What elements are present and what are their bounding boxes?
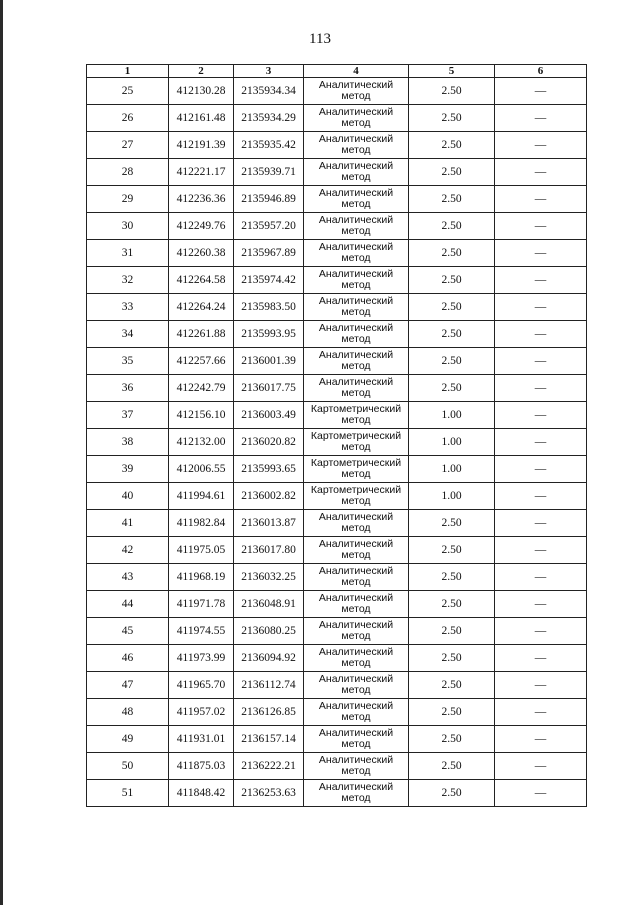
method-cell: Аналитический метод [304,105,409,132]
method-cell: Аналитический метод [304,780,409,807]
accuracy-cell: 2.50 [409,267,495,294]
note-cell: — [495,780,587,807]
table-row [87,159,587,186]
note-cell: — [495,672,587,699]
table-row [87,645,587,672]
method-cell: Аналитический метод [304,645,409,672]
y-coordinate-cell: 2136048.91 [234,591,304,618]
note-cell: — [495,78,587,105]
point-number-cell: 36 [87,375,169,402]
point-number-cell: 28 [87,159,169,186]
note-cell: — [495,483,587,510]
table-row [87,483,587,510]
y-coordinate-cell: 2136112.74 [234,672,304,699]
point-number-cell: 42 [87,537,169,564]
accuracy-cell: 2.50 [409,348,495,375]
accuracy-cell: 2.50 [409,699,495,726]
accuracy-cell: 1.00 [409,429,495,456]
x-coordinate-cell: 411875.03 [169,753,234,780]
x-coordinate-cell: 412264.24 [169,294,234,321]
y-coordinate-cell: 2136080.25 [234,618,304,645]
point-number-cell: 50 [87,753,169,780]
y-coordinate-cell: 2136020.82 [234,429,304,456]
x-coordinate-cell: 412264.58 [169,267,234,294]
y-coordinate-cell: 2136253.63 [234,780,304,807]
table-row [87,132,587,159]
y-coordinate-cell: 2136157.14 [234,726,304,753]
accuracy-cell: 2.50 [409,78,495,105]
accuracy-cell: 1.00 [409,402,495,429]
accuracy-cell: 2.50 [409,672,495,699]
note-cell: — [495,132,587,159]
method-cell: Аналитический метод [304,267,409,294]
accuracy-cell: 2.50 [409,591,495,618]
note-cell: — [495,645,587,672]
point-number-cell: 47 [87,672,169,699]
method-cell: Аналитический метод [304,672,409,699]
accuracy-cell: 2.50 [409,780,495,807]
method-cell: Аналитический метод [304,132,409,159]
point-number-cell: 43 [87,564,169,591]
table-row [87,105,587,132]
table-row [87,510,587,537]
y-coordinate-cell: 2136222.21 [234,753,304,780]
x-coordinate-cell: 411994.61 [169,483,234,510]
table-row [87,672,587,699]
note-cell: — [495,753,587,780]
y-coordinate-cell: 2135967.89 [234,240,304,267]
method-cell: Аналитический метод [304,186,409,213]
accuracy-cell: 2.50 [409,564,495,591]
table-header-row [87,65,587,78]
method-cell: Аналитический метод [304,375,409,402]
method-cell: Аналитический метод [304,726,409,753]
note-cell: — [495,213,587,240]
note-cell: — [495,375,587,402]
note-cell: — [495,294,587,321]
x-coordinate-cell: 411982.84 [169,510,234,537]
x-coordinate-cell: 411968.19 [169,564,234,591]
table-row [87,348,587,375]
point-number-cell: 37 [87,402,169,429]
accuracy-cell: 2.50 [409,753,495,780]
table-row [87,699,587,726]
table-row [87,294,587,321]
table-row [87,240,587,267]
point-number-cell: 26 [87,105,169,132]
point-number-cell: 49 [87,726,169,753]
y-coordinate-cell: 2135939.71 [234,159,304,186]
table-row [87,780,587,807]
note-cell: — [495,105,587,132]
x-coordinate-cell: 412191.39 [169,132,234,159]
table-row [87,375,587,402]
x-coordinate-cell: 411957.02 [169,699,234,726]
y-coordinate-cell: 2136003.49 [234,402,304,429]
y-coordinate-cell: 2136094.92 [234,645,304,672]
y-coordinate-cell: 2136017.75 [234,375,304,402]
table-row [87,321,587,348]
note-cell: — [495,429,587,456]
note-cell: — [495,186,587,213]
accuracy-cell: 2.50 [409,726,495,753]
accuracy-cell: 2.50 [409,510,495,537]
y-coordinate-cell: 2135934.29 [234,105,304,132]
column-header-2: 2 [169,65,234,78]
point-number-cell: 34 [87,321,169,348]
x-coordinate-cell: 412249.76 [169,213,234,240]
y-coordinate-cell: 2135946.89 [234,186,304,213]
x-coordinate-cell: 411971.78 [169,591,234,618]
point-number-cell: 40 [87,483,169,510]
note-cell: — [495,267,587,294]
accuracy-cell: 1.00 [409,456,495,483]
column-header-6: 6 [495,65,587,78]
column-header-1: 1 [87,65,169,78]
column-header-3: 3 [234,65,304,78]
method-cell: Аналитический метод [304,78,409,105]
x-coordinate-cell: 412221.17 [169,159,234,186]
y-coordinate-cell: 2135993.95 [234,321,304,348]
table-row [87,618,587,645]
point-number-cell: 27 [87,132,169,159]
point-number-cell: 25 [87,78,169,105]
x-coordinate-cell: 411848.42 [169,780,234,807]
table-row [87,429,587,456]
y-coordinate-cell: 2135957.20 [234,213,304,240]
page-number: 113 [309,31,331,47]
method-cell: Аналитический метод [304,240,409,267]
method-cell: Аналитический метод [304,591,409,618]
accuracy-cell: 2.50 [409,159,495,186]
point-number-cell: 29 [87,186,169,213]
table-row [87,186,587,213]
note-cell: — [495,699,587,726]
point-number-cell: 44 [87,591,169,618]
accuracy-cell: 2.50 [409,645,495,672]
method-cell: Картометрический метод [304,429,409,456]
x-coordinate-cell: 412242.79 [169,375,234,402]
note-cell: — [495,537,587,564]
y-coordinate-cell: 2136002.82 [234,483,304,510]
note-cell: — [495,159,587,186]
accuracy-cell: 2.50 [409,132,495,159]
x-coordinate-cell: 412257.66 [169,348,234,375]
accuracy-cell: 2.50 [409,240,495,267]
method-cell: Аналитический метод [304,699,409,726]
x-coordinate-cell: 412236.36 [169,186,234,213]
coordinates-table [86,64,587,807]
y-coordinate-cell: 2135934.34 [234,78,304,105]
table-row [87,726,587,753]
x-coordinate-cell: 412260.38 [169,240,234,267]
method-cell: Аналитический метод [304,537,409,564]
x-coordinate-cell: 411973.99 [169,645,234,672]
table-row [87,753,587,780]
point-number-cell: 32 [87,267,169,294]
x-coordinate-cell: 412161.48 [169,105,234,132]
point-number-cell: 33 [87,294,169,321]
accuracy-cell: 2.50 [409,186,495,213]
note-cell: — [495,726,587,753]
accuracy-cell: 2.50 [409,213,495,240]
point-number-cell: 30 [87,213,169,240]
method-cell: Аналитический метод [304,510,409,537]
y-coordinate-cell: 2136001.39 [234,348,304,375]
note-cell: — [495,348,587,375]
point-number-cell: 38 [87,429,169,456]
point-number-cell: 31 [87,240,169,267]
column-header-4: 4 [304,65,409,78]
table-row [87,537,587,564]
note-cell: — [495,240,587,267]
x-coordinate-cell: 411965.70 [169,672,234,699]
method-cell: Аналитический метод [304,753,409,780]
column-header-5: 5 [409,65,495,78]
note-cell: — [495,456,587,483]
method-cell: Картометрический метод [304,402,409,429]
accuracy-cell: 2.50 [409,537,495,564]
note-cell: — [495,564,587,591]
accuracy-cell: 2.50 [409,321,495,348]
y-coordinate-cell: 2135993.65 [234,456,304,483]
point-number-cell: 41 [87,510,169,537]
table-row [87,402,587,429]
x-coordinate-cell: 411931.01 [169,726,234,753]
x-coordinate-cell: 412156.10 [169,402,234,429]
y-coordinate-cell: 2136017.80 [234,537,304,564]
scan-edge [0,0,3,905]
table-row [87,456,587,483]
note-cell: — [495,402,587,429]
method-cell: Аналитический метод [304,618,409,645]
method-cell: Картометрический метод [304,456,409,483]
accuracy-cell: 2.50 [409,294,495,321]
method-cell: Аналитический метод [304,564,409,591]
table-body [87,78,587,807]
x-coordinate-cell: 412261.88 [169,321,234,348]
point-number-cell: 39 [87,456,169,483]
y-coordinate-cell: 2136032.25 [234,564,304,591]
table-row [87,213,587,240]
note-cell: — [495,321,587,348]
y-coordinate-cell: 2135974.42 [234,267,304,294]
accuracy-cell: 2.50 [409,375,495,402]
point-number-cell: 35 [87,348,169,375]
note-cell: — [495,510,587,537]
method-cell: Аналитический метод [304,213,409,240]
y-coordinate-cell: 2136013.87 [234,510,304,537]
note-cell: — [495,618,587,645]
x-coordinate-cell: 412006.55 [169,456,234,483]
accuracy-cell: 1.00 [409,483,495,510]
table-row [87,267,587,294]
point-number-cell: 51 [87,780,169,807]
method-cell: Аналитический метод [304,294,409,321]
x-coordinate-cell: 411975.05 [169,537,234,564]
point-number-cell: 46 [87,645,169,672]
method-cell: Картометрический метод [304,483,409,510]
accuracy-cell: 2.50 [409,618,495,645]
x-coordinate-cell: 412130.28 [169,78,234,105]
point-number-cell: 45 [87,618,169,645]
x-coordinate-cell: 412132.00 [169,429,234,456]
y-coordinate-cell: 2135983.50 [234,294,304,321]
y-coordinate-cell: 2135935.42 [234,132,304,159]
x-coordinate-cell: 411974.55 [169,618,234,645]
method-cell: Аналитический метод [304,321,409,348]
method-cell: Аналитический метод [304,159,409,186]
method-cell: Аналитический метод [304,348,409,375]
y-coordinate-cell: 2136126.85 [234,699,304,726]
note-cell: — [495,591,587,618]
table-row [87,591,587,618]
point-number-cell: 48 [87,699,169,726]
accuracy-cell: 2.50 [409,105,495,132]
table-row [87,78,587,105]
table-row [87,564,587,591]
